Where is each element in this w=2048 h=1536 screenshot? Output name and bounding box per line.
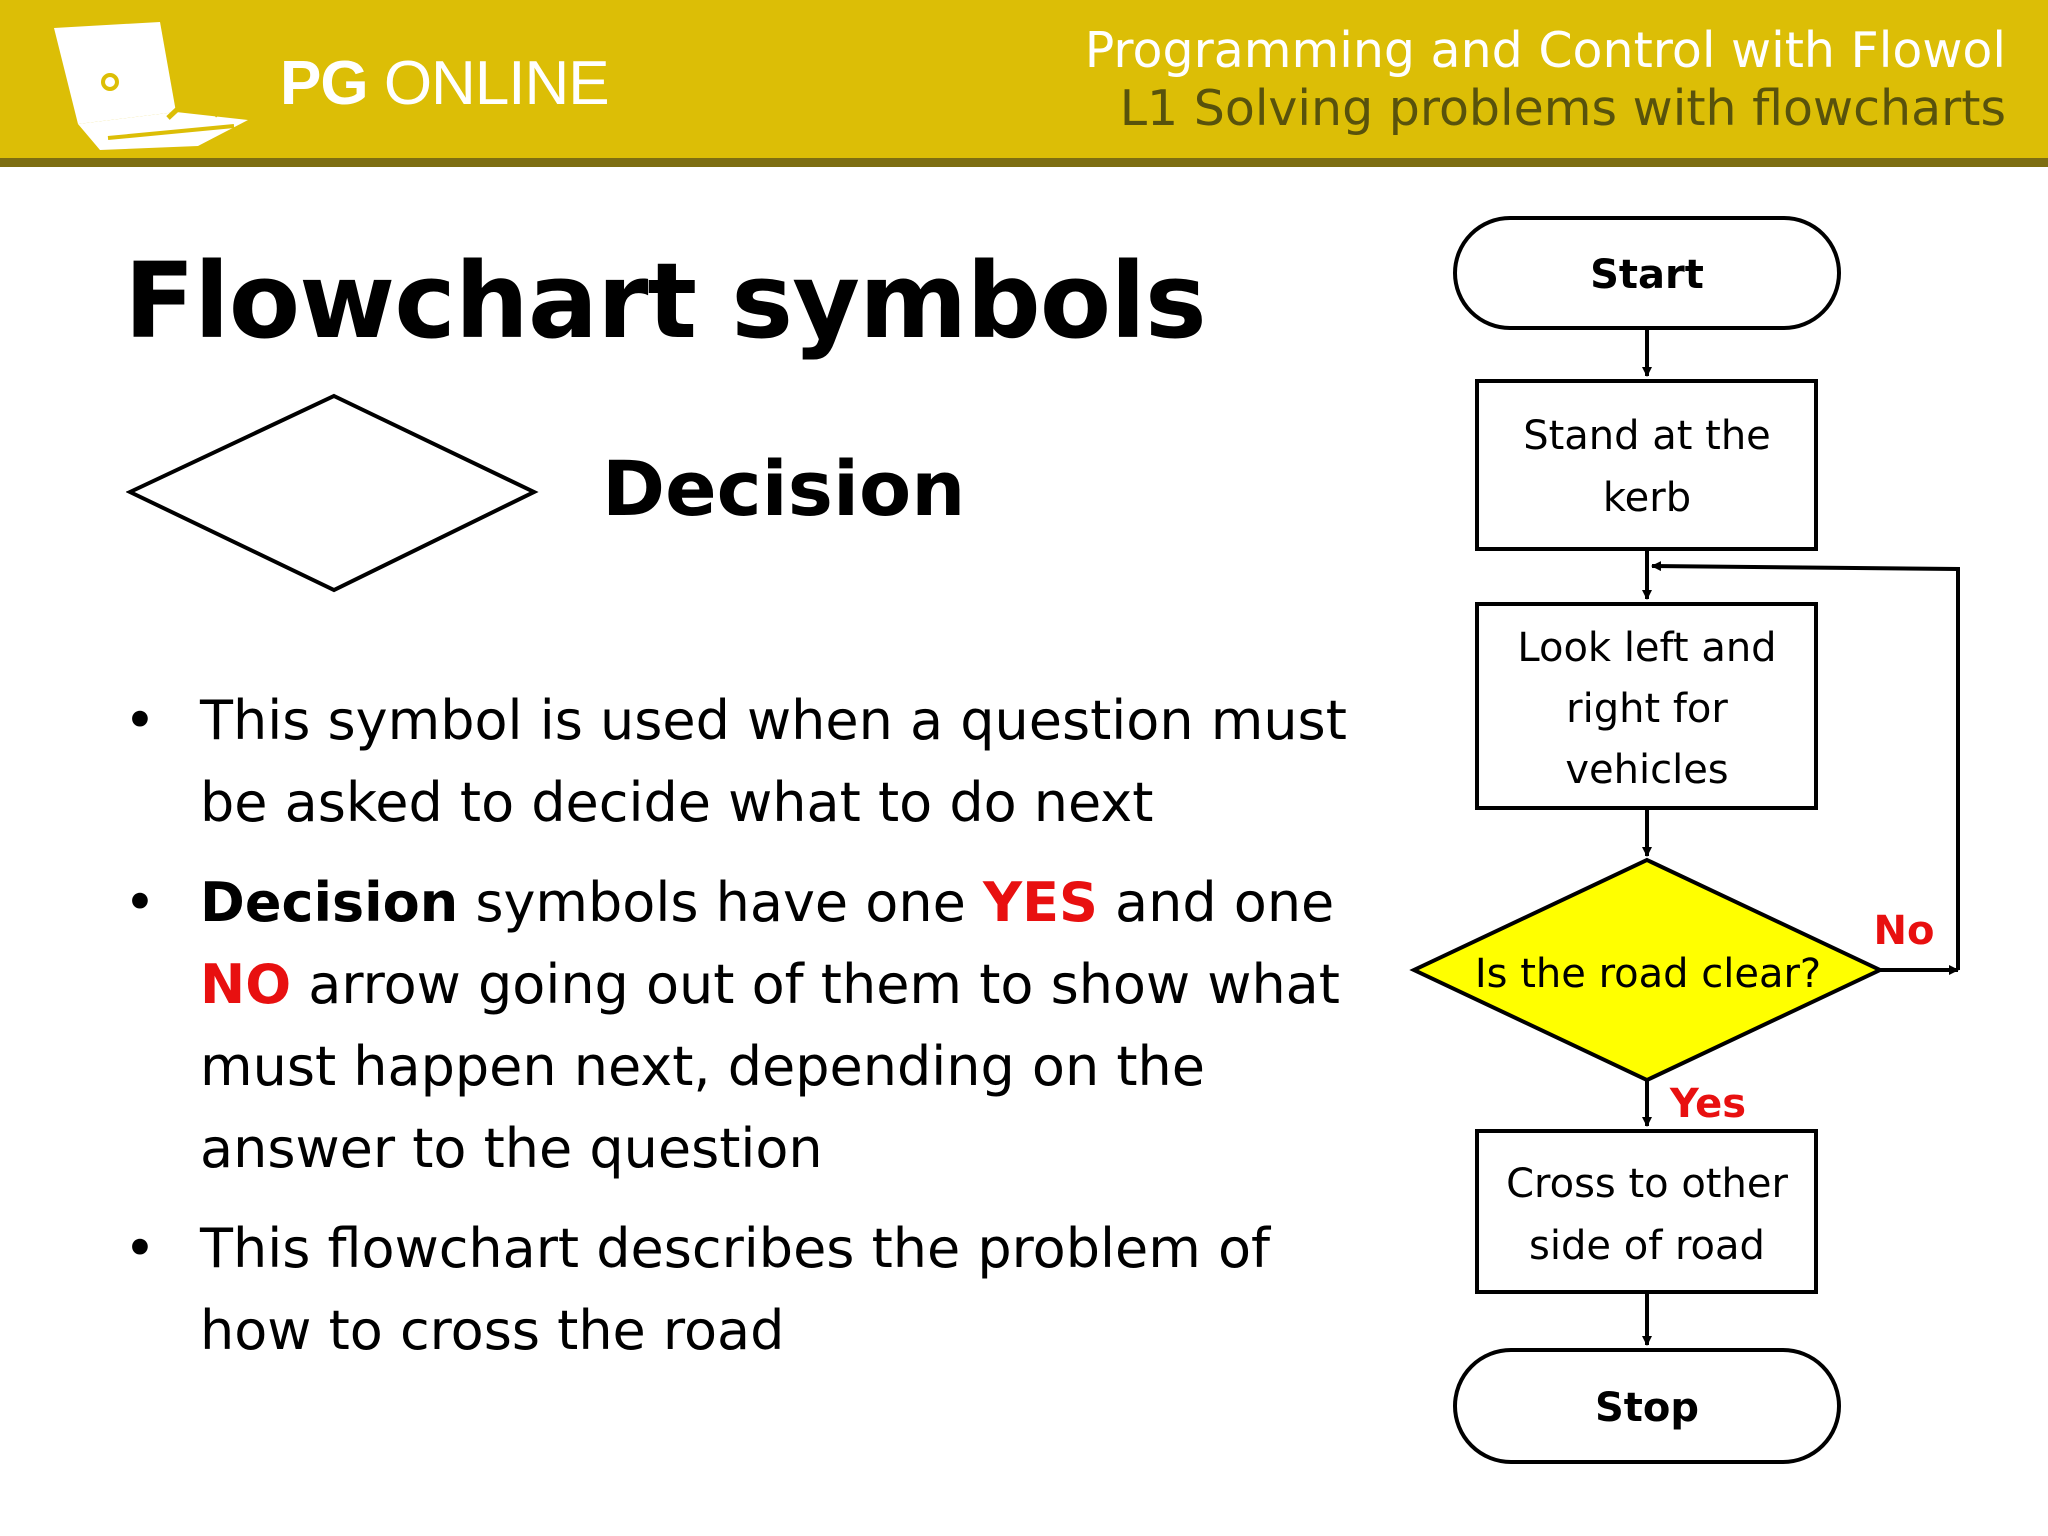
start-label: Start (1590, 252, 1704, 298)
decision-label: Decision (602, 444, 966, 533)
decision-label-text: Is the road clear? (1474, 951, 1822, 997)
step2-line1: Look left and (1517, 625, 1777, 671)
process-stand-at-kerb (1477, 381, 1816, 549)
bullet-2-post: arrow going out of them to show what must happen next, depending on the answer to the question (200, 953, 1340, 1180)
bullet-2-bold: Decision (200, 871, 459, 934)
slide-title: Flowchart symbols (124, 240, 1206, 362)
course-title: Programming and Control with Flowol (1084, 22, 2006, 79)
step2-line3: vehicles (1565, 747, 1729, 793)
brand-bold: PG (280, 49, 368, 118)
bullet-2-mid2: and one (1097, 871, 1335, 934)
no-branch-label: No (1873, 908, 1935, 954)
bullet-1-text: This symbol is used when a question must be asked to decide what to do next (200, 689, 1347, 834)
step2-line2: right for (1566, 686, 1728, 732)
bullet-2-mid1: symbols have one (458, 871, 983, 934)
bullet-2-yes: YES (982, 871, 1098, 934)
bullet-3-text: This flowchart describes the problem of how to cross the road (200, 1217, 1271, 1362)
step3-line1: Cross to other (1506, 1161, 1788, 1207)
lesson-title: L1 Solving problems with flowcharts (1119, 80, 2006, 137)
step1-line2: kerb (1602, 475, 1692, 521)
step1-line1: Stand at the (1523, 413, 1771, 459)
bullet-2-no: NO (200, 953, 292, 1016)
stop-label: Stop (1594, 1385, 1700, 1431)
step3-line2: side of road (1529, 1223, 1765, 1269)
brand-rest: ONLINE (383, 49, 609, 118)
yes-branch-label: Yes (1669, 1081, 1747, 1127)
